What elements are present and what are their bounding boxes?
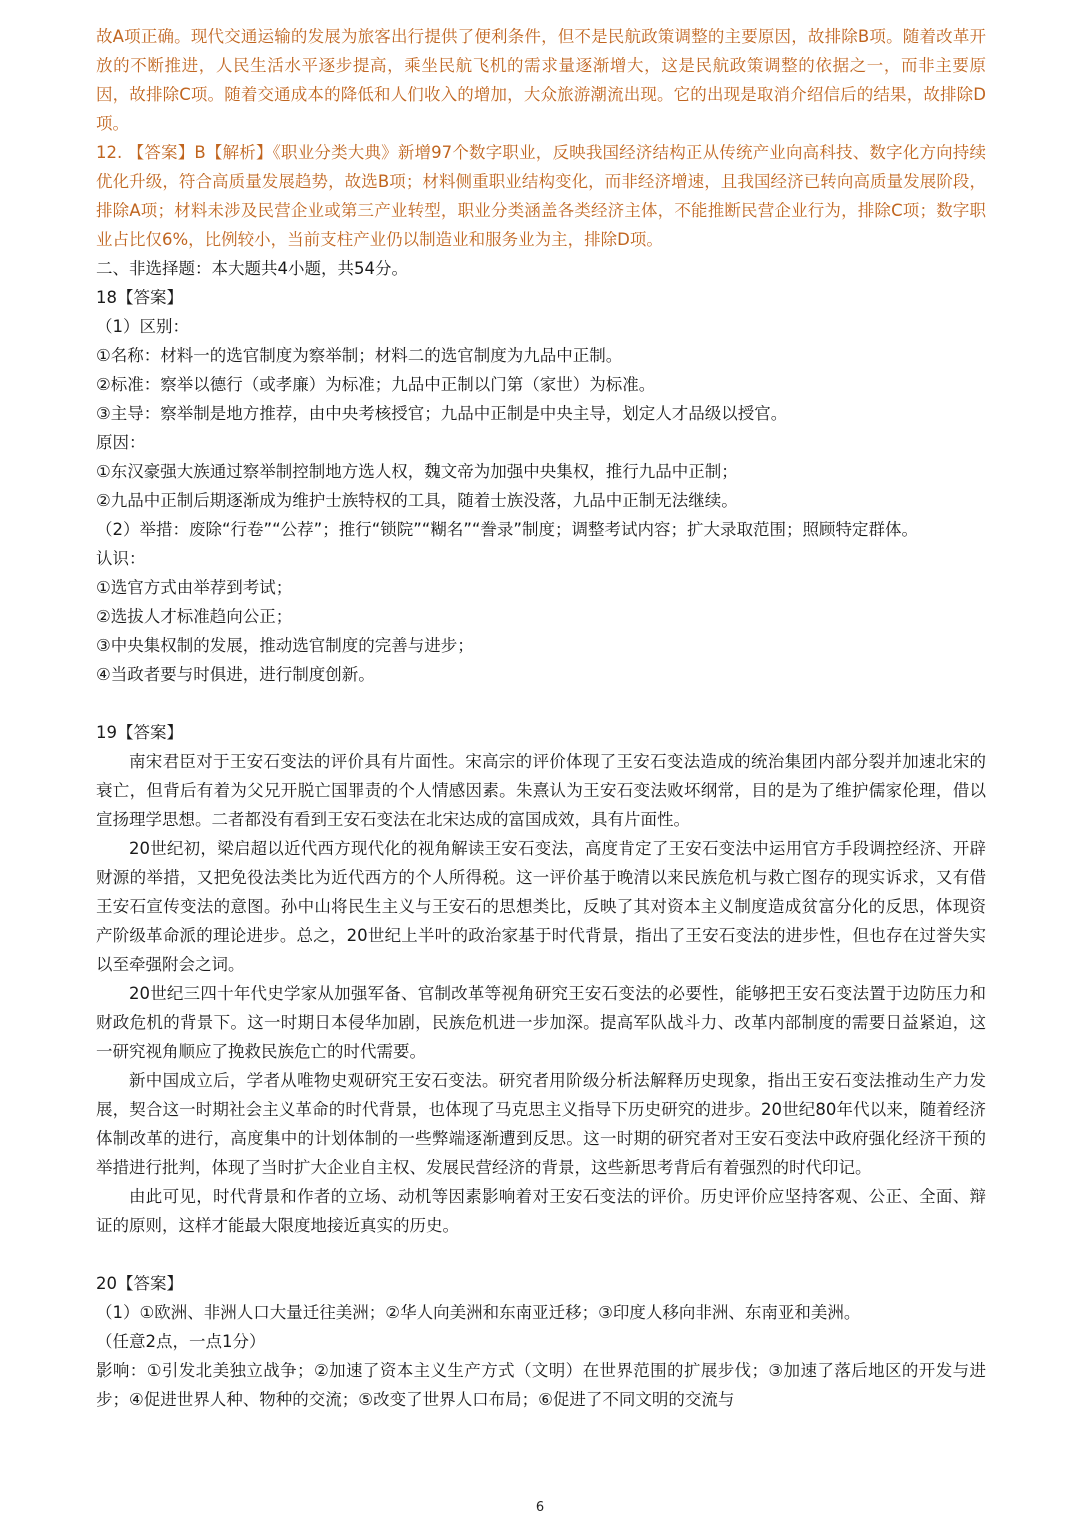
q19-paragraph: 20世纪三四十年代史学家从加强军备、官制改革等视角研究王安石变法的必要性，能够把王安石变法置于边防压力和财政危机的背景下。这一时期日本侵华加剧，民族危机进一步加深。提高军队战斗力、改革内部制度的需要日益紧迫，这一研究视角顺应了挽救民族危亡的时代需要。 — [96, 984, 986, 1061]
q18-header: 18【答案】 — [96, 288, 183, 307]
q20-header: 20【答案】 — [96, 1274, 183, 1293]
section-heading: 二、非选择题：本大题共4小题，共54分。 — [96, 259, 408, 278]
q19-paragraph: 20世纪初，梁启超以近代西方现代化的视角解读王安石变法，高度肯定了王安石变法中运用官方手段调控经济、开辟财源的举措，又把免役法类比为近代西方的个人所得税。这一评价基于晚清以来民族危机与救亡图存的现实诉求，又有借王安石宣传变法的意图。孙中山将民生主义与王安石的思想类比，反映了其对资本主义制度造成贫富分化的反思，体现资产阶级革命派的理论进步。总之，20世纪上半叶的政治家基于时代背景，指出了王安石变法的进步性，但也存在过誉失实以至牵强附会之词。 — [96, 839, 986, 974]
q18-answer-block — [96, 283, 986, 689]
q20-scoring-note: （任意2点，一点1分） — [96, 1332, 266, 1351]
q19-header: 19【答案】 — [96, 723, 183, 742]
q20-impact: 影响：①引发北美独立战争；②加速了资本主义生产方式（文明）在世界范围的扩展步伐；③加速了落后地区的开发与进步；④促进世界人种、物种的交流；⑤改变了世界人口布局；⑥促进了不同文明的交流与 — [96, 1361, 986, 1409]
q18-insight-item: ④当政者要与时俱进，进行制度创新。 — [96, 665, 375, 684]
page-number: 6 — [535, 1500, 545, 1515]
q18-difference-item: ③主导：察举制是地方推荐，由中央考核授官；九品中正制是中央主导，划定人才品级以授官。 — [96, 404, 788, 423]
q18-reasons-label: 原因： — [96, 433, 146, 452]
q11-analysis-tail: 故A项正确。现代交通运输的发展为旅客出行提供了便利条件，但不是民航政策调整的主要原因，故排除B项。随着改革开放的不断推进，人民生活水平逐步提高，乘坐民航飞机的需求量逐渐增大，这是民航政策调整的依据之一，而非主要原因，故排除C项。随着交通成本的降低和人们收入的增加，大众旅游潮流出现。它的出现是取消介绍信后的结果，故排除D项。 — [96, 27, 986, 133]
q18-insight-item: ②选拔人才标准趋向公正； — [96, 607, 293, 626]
q20-answer-block — [96, 1269, 986, 1414]
q18-difference-item: ②标准：察举以德行（或孝廉）为标准；九品中正制以门第（家世）为标准。 — [96, 375, 656, 394]
q18-reason-item: ②九品中正制后期逐渐成为维护士族特权的工具，随着士族没落，九品中正制无法继续。 — [96, 491, 738, 510]
q18-insight-item: ①选官方式由举荐到考试； — [96, 578, 293, 597]
q19-paragraph: 由此可见，时代背景和作者的立场、动机等因素影响着对王安石变法的评价。历史评价应坚持客观、公正、全面、辩证的原则，这样才能最大限度地接近真实的历史。 — [96, 1187, 986, 1235]
q20-part1: （1）①欧洲、非洲人口大量迁往美洲；②华人向美洲和东南亚迁移；③印度人移向非洲、东南亚和美洲。 — [96, 1303, 861, 1322]
document-page — [96, 22, 986, 1414]
q19-paragraph: 新中国成立后，学者从唯物史观研究王安石变法。研究者用阶级分析法解释历史现象，指出王安石变法推动生产力发展，契合这一时期社会主义革命的时代背景，也体现了马克思主义指导下历史研究的进步。20世纪80年代以来，随着经济体制改革的进行，高度集中的计划体制的一些弊端逐渐遭到反思。这一时期的研究者对王安石变法中政府强化经济干预的举措进行批判，体现了当时扩大企业自主权、发展民营经济的背景，这些新思考背后有着强烈的时代印记。 — [96, 1071, 986, 1177]
q12-answer: 12. 【答案】B【解析】《职业分类大典》新增97个数字职业，反映我国经济结构正从传统产业向高科技、数字化方向持续优化升级，符合高质量发展趋势，故选B项；材料侧重职业结构变化，而非经济增速，且我国经济已转向高质量发展阶段，排除A项；材料未涉及民营企业或第三产业转型，职业分类涵盖各类经济主体，不能推断民营企业行为，排除C项；数字职业占比仅6%，比例较小，当前支柱产业仍以制造业和服务业为主，排除D项。 — [96, 143, 986, 249]
q19-paragraph: 南宋君臣对于王安石变法的评价具有片面性。宋高宗的评价体现了王安石变法造成的统治集团内部分裂并加速北宋的衰亡，但背后有着为父兄开脱亡国罪责的个人情感因素。朱熹认为王安石变法败坏纲常，目的是为了维护儒家伦理，借以宣扬理学思想。二者都没有看到王安石变法在北宋达成的富国成效，具有片面性。 — [96, 752, 986, 829]
q18-difference-item: ①名称：材料一的选官制度为察举制；材料二的选官制度为九品中正制。 — [96, 346, 623, 365]
q19-answer-block — [96, 718, 986, 1240]
q18-part1-label: （1）区别： — [96, 317, 189, 336]
q18-part2: （2）举措：废除“行卷”“公荐”；推行“锁院”“糊名”“誊录”制度；调整考试内容；扩大录取范围；照顾特定群体。 — [96, 520, 918, 539]
q18-insight-item: ③中央集权制的发展，推动选官制度的完善与进步； — [96, 636, 474, 655]
q18-reason-item: ①东汉豪强大族通过察举制控制地方选人权，魏文帝为加强中央集权，推行九品中正制； — [96, 462, 738, 481]
spacer — [96, 1240, 986, 1269]
q18-insight-label: 认识： — [96, 549, 146, 568]
spacer — [96, 689, 986, 718]
